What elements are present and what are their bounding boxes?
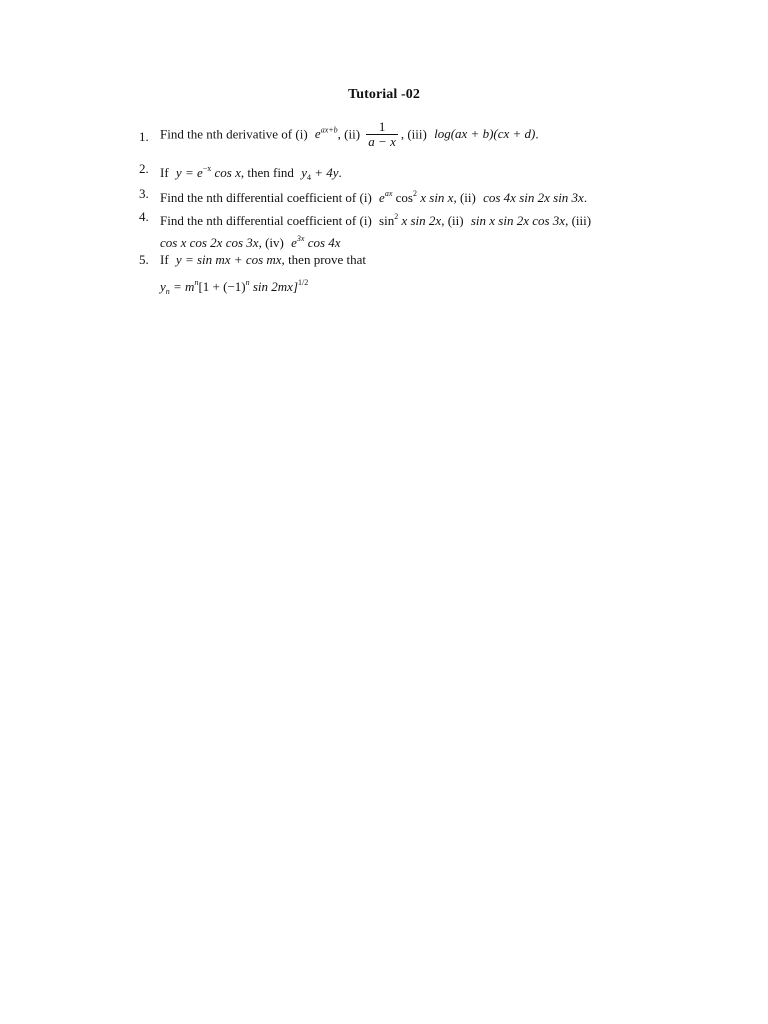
- question-text: Find the nth differential coefficient of (i): [160, 190, 372, 205]
- math-expression: = m: [173, 279, 195, 294]
- question-text: , (iii): [400, 126, 427, 142]
- math-expression: cos x cos 2x cos 3x: [160, 235, 259, 250]
- question-number: 1.: [139, 129, 149, 144]
- question-text: , (ii): [441, 213, 464, 228]
- question-body: [160, 231, 341, 251]
- math-expression: + 4y: [314, 165, 339, 180]
- question-number: 2.: [139, 161, 149, 176]
- math-expression: sin x sin 2x cos 3x: [470, 213, 566, 228]
- math-expression: cos 4x: [307, 235, 341, 250]
- question-text: , (iii): [565, 213, 592, 228]
- math-fraction: [366, 120, 398, 149]
- math-expression: x sin 2x: [401, 213, 442, 228]
- math-expression: cos x: [214, 165, 241, 180]
- math-expression: e: [379, 190, 385, 205]
- math-expression: y = sin mx + cos mx,: [175, 252, 285, 267]
- math-expression: x sin x: [420, 190, 454, 205]
- fraction-numerator: 1: [378, 119, 386, 134]
- math-superscript: 2: [394, 212, 399, 221]
- question-text: then prove that: [288, 252, 367, 267]
- question-text: Find the nth differential coefficient of (i): [160, 213, 372, 228]
- math-expression: e: [291, 235, 297, 250]
- math-superscript: n: [194, 278, 199, 287]
- math-expression: sin: [379, 213, 395, 228]
- math-expression: y = e: [175, 165, 203, 180]
- question-text: If: [160, 165, 169, 180]
- fraction-denominator: a − x: [368, 134, 396, 149]
- math-superscript: n: [245, 278, 250, 287]
- question-body: [160, 275, 308, 300]
- math-subscript: n: [165, 287, 170, 296]
- question-number: 4.: [139, 209, 149, 224]
- question-body: [160, 121, 539, 150]
- question-text: , (ii): [453, 190, 476, 205]
- math-expression: y: [301, 165, 307, 180]
- math-superscript: −x: [202, 164, 212, 173]
- math-expression: cos: [395, 190, 413, 205]
- math-superscript: 1/2: [298, 278, 309, 287]
- math-expression: sin 2mx]: [252, 279, 298, 294]
- math-expression: e: [314, 126, 321, 142]
- question-text: .: [583, 190, 588, 205]
- question-text: If: [160, 252, 169, 267]
- math-subscript: 4: [306, 173, 311, 182]
- question-text: , (iv): [258, 235, 284, 250]
- math-superscript: 3x: [296, 234, 305, 243]
- question-text: , (ii): [337, 126, 361, 142]
- math-expression: y: [160, 279, 166, 294]
- question-text: .: [535, 126, 539, 142]
- math-superscript: ax: [384, 189, 393, 198]
- question-number: 3.: [139, 186, 149, 201]
- page-title: Tutorial -02: [348, 87, 420, 102]
- question-body: [160, 161, 342, 186]
- math-expression: [1 + (−1): [198, 279, 246, 294]
- question-text: Find the nth derivative of (i): [160, 126, 308, 142]
- math-superscript: 2: [412, 189, 417, 198]
- question-body: [160, 186, 587, 206]
- math-expression: log(ax + b)(cx + d): [434, 126, 536, 142]
- question-body: [160, 252, 366, 268]
- question-text: , then find: [240, 165, 294, 180]
- question-number: 5.: [139, 252, 149, 267]
- question-text: .: [338, 165, 342, 180]
- math-superscript: ax+b: [320, 125, 338, 135]
- question-body: [160, 209, 591, 229]
- math-expression: cos 4x sin 2x sin 3x: [483, 190, 584, 205]
